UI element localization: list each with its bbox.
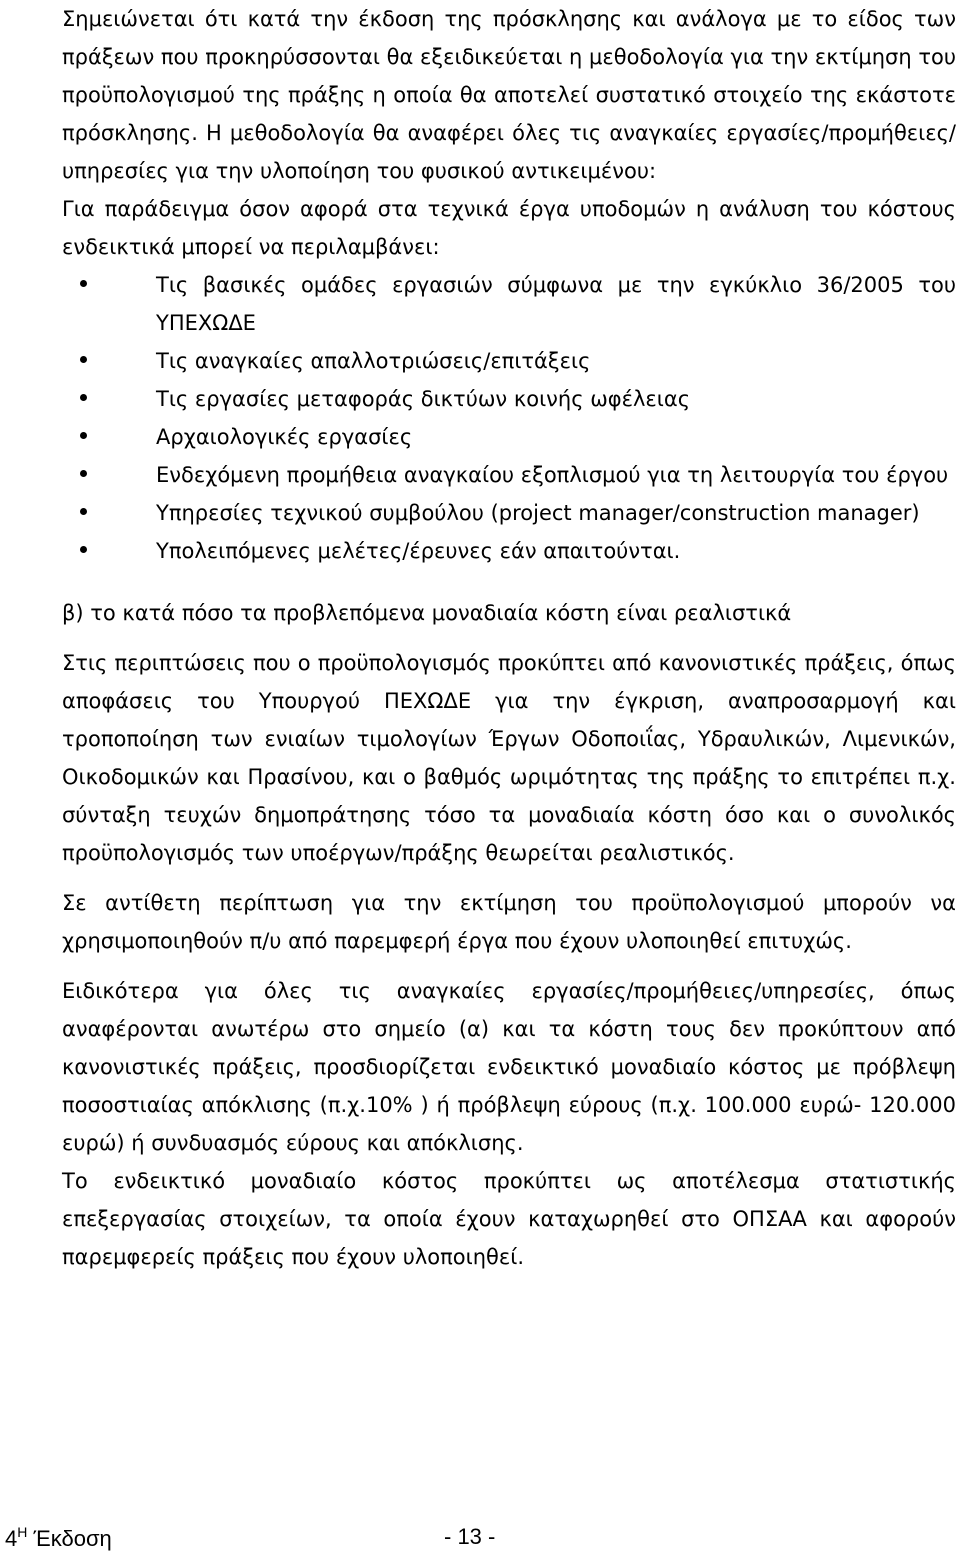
paragraph-regulatory-acts: Στις περιπτώσεις που ο προϋπολογισμός προκύπτει από κανονιστικές πράξεις, όπως αποφάσεις του Υπουργού ΠΕΧΩΔΕ για την έγκριση, αναπροσαρμογή και τροποποίηση των ενιαίων τιμολογίων Έργων Οδοποιΐας, Υδραυλικών, Λιμενικών, Οικοδομικών και Πρασίνου, και ο βαθμός ωριμότητας της πράξης το επιτρέπει π.χ. σύνταξη τευχών δημοπράτησης τόσο τα μοναδιαία κόστη όσο και ο συνολικός προϋπολογισμός των υποέργων/πράξης θεωρείται ρεαλιστικός. xyxy=(62,651,956,865)
paragraph-example: Για παράδειγμα όσον αφορά στα τεχνικά έργα υποδομών η ανάλυση του κόστους ενδεικτικά μπορεί να περιλαμβάνει: xyxy=(62,197,956,259)
edition-superscript: Η xyxy=(17,1524,28,1540)
spacer xyxy=(62,960,956,972)
edition-number: 4 xyxy=(5,1526,18,1551)
edition-text: Έκδοση xyxy=(27,1526,112,1551)
bullet-icon xyxy=(80,280,87,287)
cost-items-list xyxy=(62,266,956,570)
page-footer xyxy=(0,1520,960,1553)
bullet-icon xyxy=(80,394,87,401)
list-item xyxy=(62,532,956,570)
list-item xyxy=(62,342,956,380)
bullet-icon xyxy=(80,432,87,439)
list-item-text: Υπολειπόμενες μελέτες/έρευνες εάν απαιτούνται. xyxy=(156,539,681,563)
page-number: - 13 - xyxy=(444,1524,496,1549)
list-item-text: Τις εργασίες μεταφοράς δικτύων κοινής ωφέλειας xyxy=(156,387,691,411)
list-item-text: Τις αναγκαίες απαλλοτριώσεις/επιτάξεις xyxy=(156,349,591,373)
list-item xyxy=(62,456,956,494)
list-item xyxy=(62,380,956,418)
section-heading: β) το κατά πόσο τα προβλεπόμενα μοναδιαία κόστη είναι ρεαλιστικά xyxy=(62,601,792,625)
list-item xyxy=(62,418,956,456)
bullet-icon xyxy=(80,470,87,477)
bullet-icon xyxy=(80,508,87,515)
edition-label xyxy=(5,1524,112,1552)
list-item xyxy=(62,266,956,342)
spacer xyxy=(62,632,956,644)
list-item-text: Τις βασικές ομάδες εργασιών σύμφωνα με την εγκύκλιο 36/2005 του ΥΠΕΧΩΔΕ xyxy=(156,273,956,335)
list-item xyxy=(62,494,956,532)
paragraph-methodology: Σημειώνεται ότι κατά την έκδοση της πρόσκλησης και ανάλογα με το είδος των πράξεων που προκηρύσσονται θα εξειδικεύεται η μεθοδολογία για την εκτίμηση του προϋπολογισμού της πράξης η οποία θα αποτελεί συστατικό στοιχείο της εκάστοτε πρόσκλησης. Η μεθοδολογία θα αναφέρει όλες τις αναγκαίες εργασίες/προμήθειες/υπηρεσίες για την υλοποίηση του φυσικού αντικειμένου: xyxy=(62,7,956,183)
list-item-text: Ενδεχόμενη προμήθεια αναγκαίου εξοπλισμού για τη λειτουργία του έργου xyxy=(156,463,949,487)
list-item-text: Αρχαιολογικές εργασίες xyxy=(156,425,413,449)
list-item-text: Υπηρεσίες τεχνικού συμβούλου (project manager/construction manager) xyxy=(156,501,920,525)
bullet-icon xyxy=(80,356,87,363)
spacer xyxy=(62,872,956,884)
paragraph-indicative-cost: Το ενδεικτικό μοναδιαίο κόστος προκύπτει ως αποτέλεσμα στατιστικής επεξεργασίας στοιχείων, τα οποία έχουν καταχωρηθεί στο ΟΠΣΑΑ και αφορούν παρεμφερείς πράξεις που έχουν υλοποιηθεί. xyxy=(62,1169,956,1269)
paragraph-alternative: Σε αντίθετη περίπτωση για την εκτίμηση του προϋπολογισμού μπορούν να χρησιμοποιηθούν π/υ από παρεμφερή έργα που έχουν υλοποιηθεί επιτυχώς. xyxy=(62,891,956,953)
spacer xyxy=(62,570,956,594)
bullet-icon xyxy=(80,546,87,553)
paragraph-specifically: Ειδικότερα για όλες τις αναγκαίες εργασίες/προμήθειες/υπηρεσίες, όπως αναφέρονται ανωτέρω στο σημείο (α) και τα κόστη τους δεν προκύπτουν από κανονιστικές πράξεις, προσδιορίζεται ενδεικτικό μοναδιαίο κόστος με πρόβλεψη ποσοστιαίας απόκλισης (π.χ.10% ) ή πρόβλεψη εύρους (π.χ. 100.000 ευρώ- 120.000 ευρώ) ή συνδυασμός εύρους και απόκλισης. xyxy=(62,979,956,1155)
document-body xyxy=(62,0,956,1276)
